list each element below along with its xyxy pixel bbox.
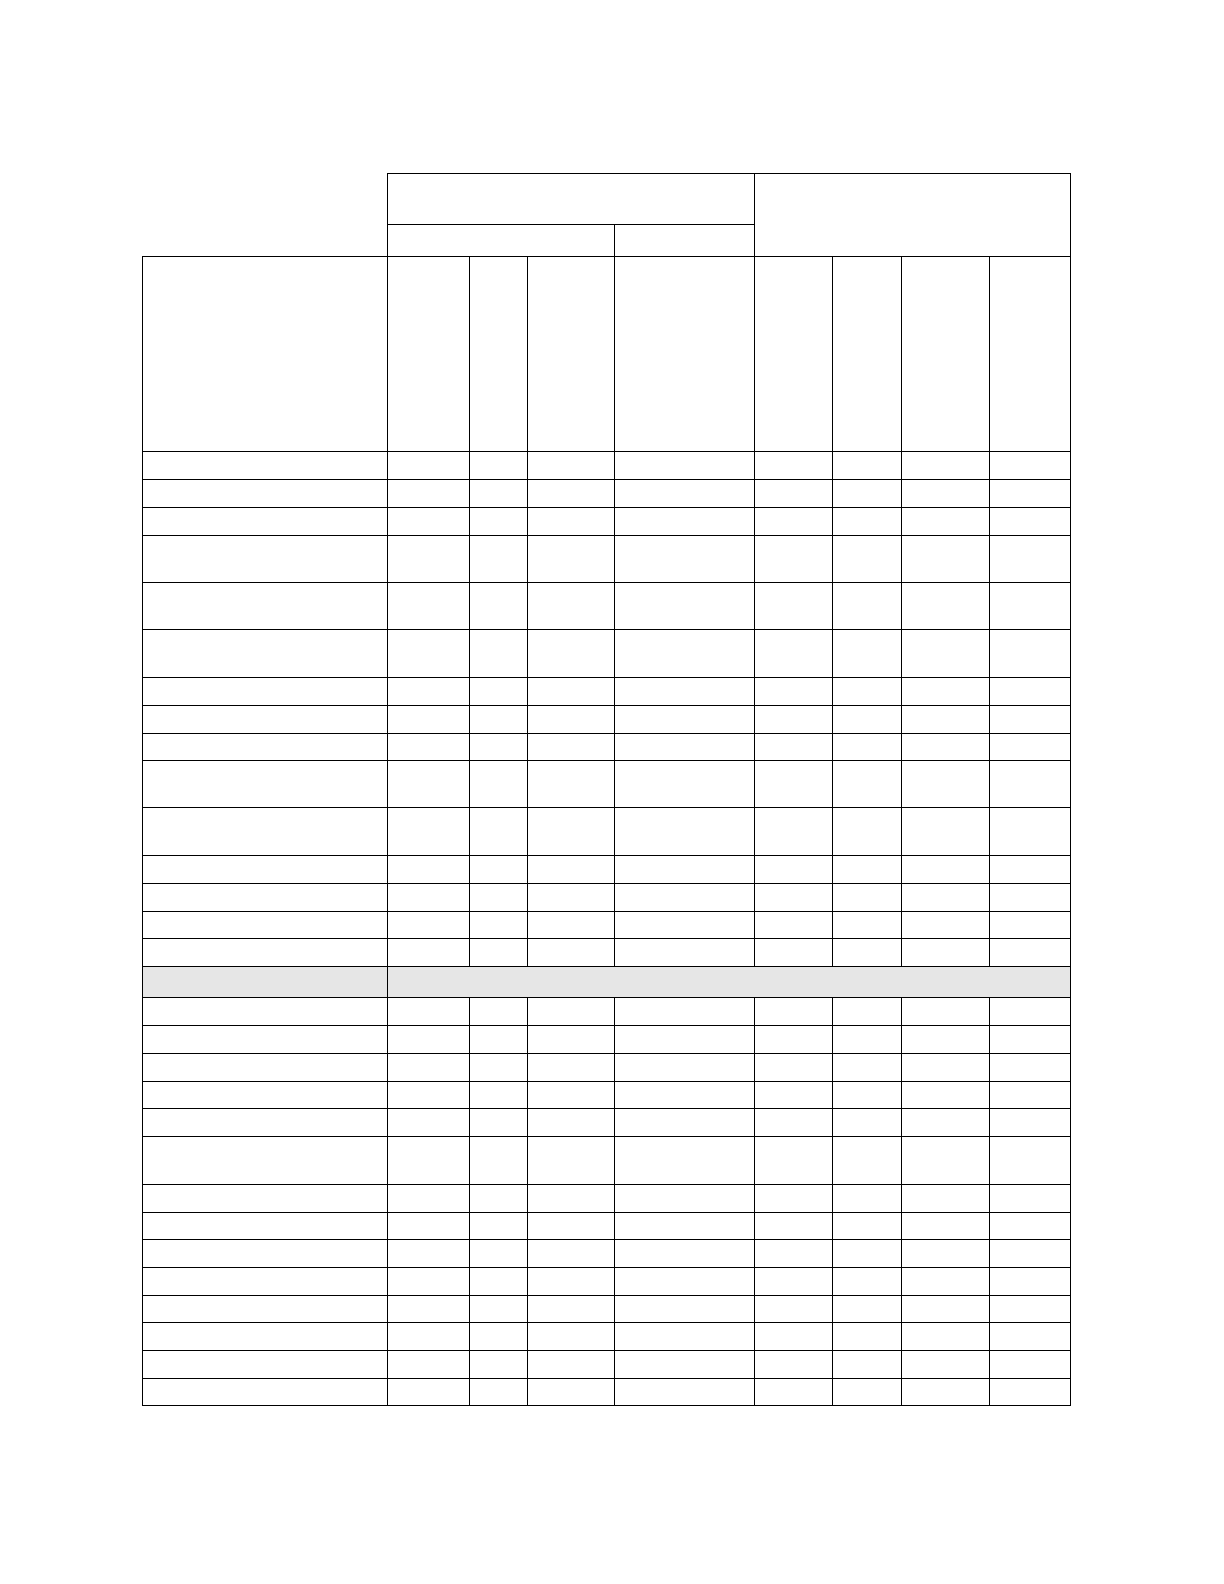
row-label-cell	[142, 705, 388, 734]
table-cell	[901, 733, 990, 761]
table-cell	[387, 1350, 470, 1379]
table-cell	[614, 911, 755, 939]
table-cell	[614, 1184, 755, 1213]
table-cell	[387, 705, 470, 734]
row-label-cell	[142, 911, 388, 939]
table-cell	[832, 1053, 902, 1082]
table-cell	[387, 1239, 470, 1268]
table-cell	[832, 479, 902, 508]
table-cell	[614, 1053, 755, 1082]
row-label-cell	[142, 1212, 388, 1240]
table-cell	[754, 451, 833, 480]
table-cell	[387, 677, 470, 706]
column-header	[142, 256, 388, 452]
table-cell	[754, 1350, 833, 1379]
row-label-cell	[142, 997, 388, 1026]
table-cell	[832, 1184, 902, 1213]
table-cell	[989, 507, 1071, 536]
table-cell	[754, 677, 833, 706]
table-cell	[989, 733, 1071, 761]
group-subheader	[614, 224, 755, 257]
table-cell	[527, 807, 615, 856]
table-cell	[527, 997, 615, 1026]
table-cell	[614, 1239, 755, 1268]
row-label-cell	[142, 1053, 388, 1082]
table-cell	[527, 629, 615, 678]
table-cell	[387, 760, 470, 808]
column-header	[989, 256, 1071, 452]
row-label-cell	[142, 582, 388, 630]
table-cell	[527, 1378, 615, 1406]
table-cell	[614, 1322, 755, 1351]
table-cell	[469, 535, 528, 583]
table-cell	[387, 1025, 470, 1054]
table-cell	[989, 938, 1071, 967]
table-cell	[527, 1184, 615, 1213]
table-cell	[989, 1212, 1071, 1240]
row-label-cell	[142, 760, 388, 808]
table-cell	[469, 1053, 528, 1082]
table-cell	[469, 1025, 528, 1054]
table-cell	[754, 629, 833, 678]
table-cell	[527, 582, 615, 630]
table-cell	[754, 582, 833, 630]
table-cell	[989, 582, 1071, 630]
table-cell	[387, 1295, 470, 1323]
table-cell	[387, 582, 470, 630]
row-label-cell	[142, 1081, 388, 1109]
table-cell	[527, 1025, 615, 1054]
table-cell	[527, 507, 615, 536]
table-cell	[832, 855, 902, 884]
table-cell	[754, 1295, 833, 1323]
table-cell	[989, 1136, 1071, 1185]
table-cell	[527, 911, 615, 939]
table-cell	[469, 938, 528, 967]
table-cell	[901, 451, 990, 480]
table-cell	[832, 1239, 902, 1268]
table-cell	[387, 1322, 470, 1351]
table-cell	[527, 535, 615, 583]
column-header	[832, 256, 902, 452]
table-cell	[901, 1295, 990, 1323]
table-cell	[614, 535, 755, 583]
table-cell	[387, 1053, 470, 1082]
table-cell	[832, 1350, 902, 1379]
table-cell	[989, 1081, 1071, 1109]
table-cell	[989, 1025, 1071, 1054]
table-cell	[901, 705, 990, 734]
table-cell	[387, 1212, 470, 1240]
table-cell	[469, 855, 528, 884]
table-cell	[614, 1025, 755, 1054]
table-cell	[527, 479, 615, 508]
table-cell	[989, 479, 1071, 508]
table-cell	[832, 911, 902, 939]
table-cell	[754, 1136, 833, 1185]
table-cell	[901, 883, 990, 912]
table-cell	[527, 451, 615, 480]
table-cell	[989, 997, 1071, 1026]
table-cell	[901, 1212, 990, 1240]
table-cell	[832, 1025, 902, 1054]
table-cell	[754, 479, 833, 508]
table-cell	[527, 855, 615, 884]
row-label-cell	[142, 677, 388, 706]
table-cell	[469, 1136, 528, 1185]
column-header	[614, 256, 755, 452]
row-label-cell	[142, 1378, 388, 1406]
table-cell	[754, 535, 833, 583]
table-cell	[901, 535, 990, 583]
table-cell	[832, 1212, 902, 1240]
table-cell	[832, 535, 902, 583]
table-cell	[387, 997, 470, 1026]
table-cell	[387, 1136, 470, 1185]
table-cell	[989, 629, 1071, 678]
table-cell	[832, 1136, 902, 1185]
table-cell	[989, 1350, 1071, 1379]
table-cell	[832, 1295, 902, 1323]
row-label-cell	[142, 938, 388, 967]
table-cell	[614, 938, 755, 967]
table-cell	[754, 1053, 833, 1082]
table-cell	[989, 677, 1071, 706]
table-cell	[989, 1267, 1071, 1296]
row-label-cell	[142, 479, 388, 508]
table-cell	[469, 1350, 528, 1379]
section-header-band	[387, 966, 1071, 998]
table-cell	[387, 938, 470, 967]
table-cell	[832, 760, 902, 808]
group-header	[754, 173, 1071, 257]
table-cell	[901, 677, 990, 706]
table-cell	[387, 451, 470, 480]
row-label-cell	[142, 1108, 388, 1137]
table-cell	[754, 1081, 833, 1109]
table-cell	[754, 997, 833, 1026]
table-cell	[527, 1108, 615, 1137]
table-cell	[901, 1239, 990, 1268]
table-cell	[614, 1295, 755, 1323]
table-cell	[901, 807, 990, 856]
table-cell	[901, 1053, 990, 1082]
table-cell	[469, 479, 528, 508]
column-header	[901, 256, 990, 452]
table-cell	[901, 507, 990, 536]
table-cell	[754, 883, 833, 912]
table-cell	[527, 1239, 615, 1268]
table-cell	[754, 938, 833, 967]
table-cell	[901, 855, 990, 884]
table-cell	[832, 807, 902, 856]
table-cell	[527, 1267, 615, 1296]
table-cell	[469, 629, 528, 678]
table-cell	[989, 1184, 1071, 1213]
table-cell	[989, 705, 1071, 734]
table-cell	[469, 1378, 528, 1406]
table-cell	[901, 760, 990, 808]
table-cell	[989, 1378, 1071, 1406]
table-cell	[614, 1378, 755, 1406]
table-cell	[387, 479, 470, 508]
column-header	[387, 256, 470, 452]
section-header-label	[142, 966, 388, 998]
table-cell	[832, 705, 902, 734]
row-label-cell	[142, 1136, 388, 1185]
table-cell	[754, 807, 833, 856]
table-cell	[469, 733, 528, 761]
table-cell	[754, 507, 833, 536]
table-cell	[989, 1239, 1071, 1268]
table-cell	[832, 582, 902, 630]
table-cell	[387, 807, 470, 856]
table-cell	[387, 1108, 470, 1137]
table-cell	[387, 855, 470, 884]
row-label-cell	[142, 629, 388, 678]
row-label-cell	[142, 1295, 388, 1323]
table-cell	[901, 1025, 990, 1054]
table-cell	[901, 1378, 990, 1406]
table-cell	[387, 535, 470, 583]
table-cell	[387, 911, 470, 939]
table-cell	[469, 1322, 528, 1351]
table-cell	[989, 1108, 1071, 1137]
table-cell	[901, 1081, 990, 1109]
table-cell	[832, 733, 902, 761]
table-cell	[527, 883, 615, 912]
table-cell	[469, 582, 528, 630]
table-cell	[989, 1295, 1071, 1323]
table-cell	[614, 479, 755, 508]
table-cell	[754, 1108, 833, 1137]
table-cell	[832, 629, 902, 678]
column-header	[469, 256, 528, 452]
table-cell	[832, 997, 902, 1026]
table-cell	[832, 883, 902, 912]
table-cell	[614, 855, 755, 884]
table-cell	[527, 1295, 615, 1323]
table-cell	[469, 507, 528, 536]
table-cell	[614, 1350, 755, 1379]
table-cell	[614, 582, 755, 630]
table-cell	[989, 451, 1071, 480]
table-cell	[832, 677, 902, 706]
table-cell	[614, 507, 755, 536]
row-label-cell	[142, 1184, 388, 1213]
row-label-cell	[142, 883, 388, 912]
table-cell	[901, 911, 990, 939]
table-cell	[901, 1108, 990, 1137]
table-cell	[469, 1081, 528, 1109]
table-cell	[832, 1378, 902, 1406]
group-header	[387, 173, 755, 225]
table-cell	[614, 451, 755, 480]
table-cell	[527, 1136, 615, 1185]
table-cell	[754, 855, 833, 884]
table-cell	[754, 1025, 833, 1054]
table-cell	[754, 760, 833, 808]
table-cell	[469, 997, 528, 1026]
table-cell	[469, 807, 528, 856]
table-cell	[469, 1239, 528, 1268]
table-cell	[901, 1136, 990, 1185]
table-cell	[527, 705, 615, 734]
table-cell	[901, 1350, 990, 1379]
table-cell	[469, 760, 528, 808]
table-cell	[901, 938, 990, 967]
table-cell	[754, 1267, 833, 1296]
table-cell	[527, 1322, 615, 1351]
table-cell	[901, 1184, 990, 1213]
table-cell	[832, 938, 902, 967]
table-cell	[469, 705, 528, 734]
row-label-cell	[142, 855, 388, 884]
table-cell	[527, 1053, 615, 1082]
table-cell	[527, 677, 615, 706]
table-cell	[989, 911, 1071, 939]
column-header	[754, 256, 833, 452]
table-cell	[901, 629, 990, 678]
table-cell	[989, 535, 1071, 583]
table-cell	[832, 1081, 902, 1109]
table-cell	[527, 760, 615, 808]
table-cell	[387, 1267, 470, 1296]
table-cell	[754, 1378, 833, 1406]
table-cell	[754, 1322, 833, 1351]
table-cell	[614, 733, 755, 761]
table-cell	[989, 760, 1071, 808]
table-cell	[832, 1108, 902, 1137]
table-cell	[614, 1267, 755, 1296]
row-label-cell	[142, 1267, 388, 1296]
table-cell	[527, 1212, 615, 1240]
table-cell	[901, 582, 990, 630]
table-cell	[901, 997, 990, 1026]
row-label-cell	[142, 807, 388, 856]
table-cell	[614, 629, 755, 678]
row-label-cell	[142, 535, 388, 583]
table-cell	[469, 883, 528, 912]
row-label-cell	[142, 507, 388, 536]
table-cell	[527, 1081, 615, 1109]
table-cell	[832, 507, 902, 536]
table-cell	[469, 1212, 528, 1240]
table-cell	[754, 1239, 833, 1268]
table-cell	[614, 705, 755, 734]
table-cell	[527, 1350, 615, 1379]
table-cell	[989, 807, 1071, 856]
group-subheader	[387, 224, 615, 257]
table-cell	[614, 807, 755, 856]
table-cell	[469, 1184, 528, 1213]
table-cell	[901, 479, 990, 508]
row-label-cell	[142, 733, 388, 761]
table-cell	[469, 1108, 528, 1137]
table-cell	[832, 1322, 902, 1351]
table-cell	[614, 997, 755, 1026]
table-cell	[614, 1108, 755, 1137]
table-cell	[614, 760, 755, 808]
row-label-cell	[142, 1239, 388, 1268]
table-cell	[614, 1136, 755, 1185]
table-cell	[469, 911, 528, 939]
table-cell	[469, 677, 528, 706]
row-label-cell	[142, 1025, 388, 1054]
table-cell	[989, 1322, 1071, 1351]
table-cell	[832, 451, 902, 480]
table-cell	[387, 1081, 470, 1109]
table-cell	[614, 1212, 755, 1240]
table-cell	[469, 451, 528, 480]
table-cell	[614, 677, 755, 706]
table-cell	[387, 733, 470, 761]
table-cell	[754, 1212, 833, 1240]
column-header	[527, 256, 615, 452]
table-cell	[614, 1081, 755, 1109]
table-cell	[527, 938, 615, 967]
table-cell	[754, 911, 833, 939]
table-cell	[832, 1267, 902, 1296]
table-cell	[989, 855, 1071, 884]
table-cell	[901, 1322, 990, 1351]
table-cell	[901, 1267, 990, 1296]
row-label-cell	[142, 1350, 388, 1379]
table-cell	[387, 883, 470, 912]
table-cell	[989, 883, 1071, 912]
table-cell	[469, 1295, 528, 1323]
table-cell	[387, 629, 470, 678]
table-cell	[527, 733, 615, 761]
row-label-cell	[142, 1322, 388, 1351]
table-cell	[614, 883, 755, 912]
table-cell	[387, 507, 470, 536]
table-cell	[754, 705, 833, 734]
table-cell	[754, 733, 833, 761]
table-cell	[469, 1267, 528, 1296]
table-cell	[387, 1184, 470, 1213]
table-cell	[754, 1184, 833, 1213]
row-label-cell	[142, 451, 388, 480]
table-cell	[387, 1378, 470, 1406]
table-cell	[989, 1053, 1071, 1082]
